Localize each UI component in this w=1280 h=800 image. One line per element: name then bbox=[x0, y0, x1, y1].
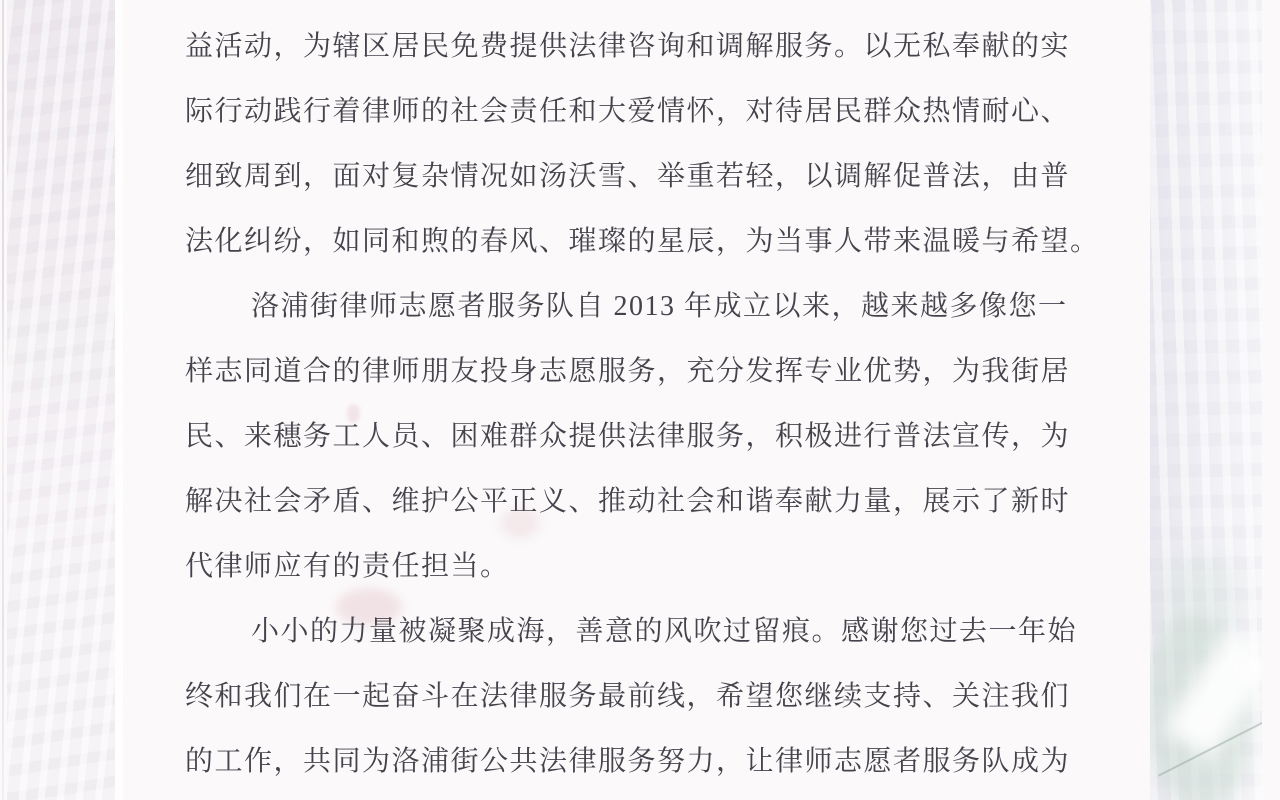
left-edge-crease-line bbox=[2, 0, 4, 800]
text-line: 解决社会矛盾、维护公平正义、推动社会和谐奉献力量，展示了新时 bbox=[185, 486, 1071, 517]
text-line: 民、来穗务工人员、困难群众提供法律服务，积极进行普法宣传，为 bbox=[185, 421, 1071, 452]
text-line: 样志同道合的律师朋友投身志愿服务，充分发挥专业优势，为我街居 bbox=[185, 356, 1071, 387]
text-line: 法化纠纷，如同和煦的春风、璀璨的星辰，为当事人带来温暖与希望。 bbox=[185, 226, 1100, 257]
paper-texture-right-band bbox=[1150, 0, 1262, 800]
paper-texture-left-band bbox=[7, 0, 123, 800]
text-line: 细致周到，面对复杂情况如汤沃雪、举重若轻，以调解促普法，由普 bbox=[185, 161, 1071, 192]
text-line: 际行动践行着律师的社会责任和大爱情怀，对待居民群众热情耐心、 bbox=[185, 96, 1071, 127]
letter-body-text bbox=[185, 14, 1100, 794]
text-line: 终和我们在一起奋斗在法律服务最前线，希望您继续支持、关注我们 bbox=[185, 681, 1071, 712]
text-line: 益活动，为辖区居民免费提供法律咨询和调解服务。以无私奉献的实 bbox=[185, 31, 1071, 62]
text-line-paragraph-start: 小小的力量被凝聚成海，善意的风吹过留痕。感谢您过去一年始 bbox=[251, 616, 1078, 647]
text-line-paragraph-end: 代律师应有的责任担当。 bbox=[185, 551, 510, 582]
text-line-paragraph-start: 洛浦街律师志愿者服务队自 2013 年成立以来，越来越多像您一 bbox=[251, 291, 1068, 322]
text-line: 的工作，共同为洛浦街公共法律服务努力，让律师志愿者服务队成为 bbox=[185, 746, 1071, 777]
